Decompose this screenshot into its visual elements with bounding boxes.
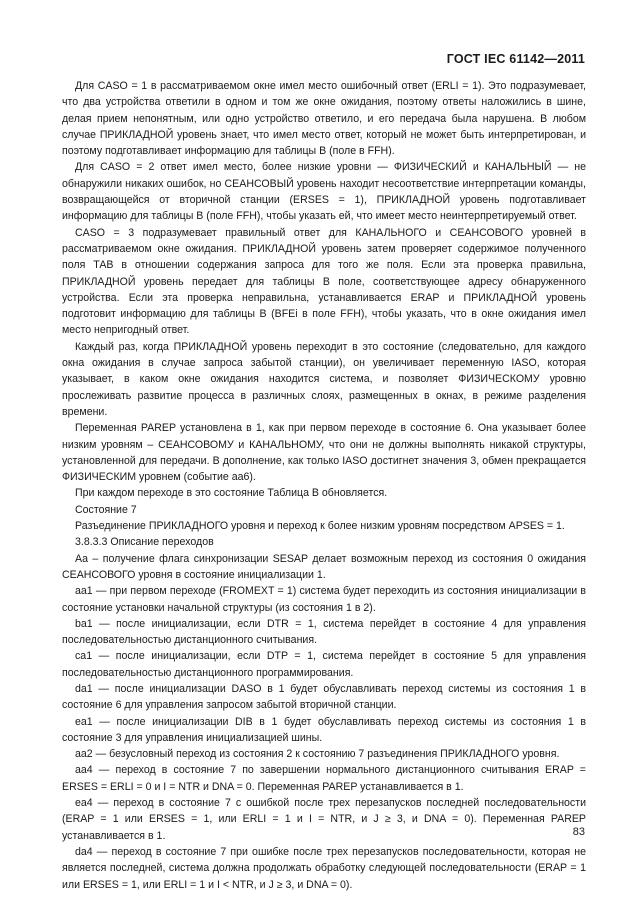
document-body (62, 78, 586, 893)
section-heading: 3.8.3.3 Описание переходов (75, 536, 214, 549)
transition-item: еа1 — после инициализации DIB в 1 будет обуславливать переход системы из состояния 1 в состояние 3 для управления инициализацией шины. (62, 715, 586, 744)
paragraph: CASO = 3 подразумевает правильный ответ для КАНАЛЬНОГО и СЕАНСОВОГО уровней в рассматриваемом окне ожидания. ПРИКЛАДНОЙ уровень затем проверяет содержимое полученного поля ТАВ в отношении содержания запроса для того же поля. Если эта проверка правильна, ПРИКЛАДНОЙ уровень передает для таблицы В поле, соответствующее адресу обнаруженного устройства. Если эта проверка неправильна, устанавливается ERAP и ПРИКЛАДНОЙ уровень подготовит информацию для таблицы В (BFEi в поле FFH), чтобы указать, что в окне ожидания имел место непригодный ответ. (62, 226, 586, 337)
transition-item: еа4 — переход в состояние 7 с ошибкой после трех перезапусков последней последовательности (ERAP = 1 или ERSES = 1, или ERLI = 1 и I = NTR, и J ≥ 3, и DNA = 0). Переменная PAREP устанавливается в 1. (62, 797, 586, 842)
transition-item: са1 — после инициализации, если DTP = 1, система перейдет в состояние 5 для управления последовательностью дистанционного программирования. (62, 650, 586, 679)
paragraph: Переменная PAREP установлена в 1, как при первом переходе в состояние 6. Она указывает более низким уровням – СЕАНСОВОМУ и КАНАЛЬНОМУ, что они не должны выполнять никакой структуры, установленной для передачи. В дополнение, как только IASO достигнет значения 3, обмен прекращается ФИЗИЧЕСКИМ уровнем (событие аа6). (62, 422, 586, 484)
transition-item: аа1 — при первом переходе (FROMEXT = 1) система будет переходить из состояния инициализации в состояние установки начальной структуры (из состояния 1 в 2). (62, 585, 586, 614)
paragraph: Для CASO = 2 ответ имел место, более низкие уровни — ФИЗИЧЕСКИЙ и КАНАЛЬНЫЙ — не обнаружили никаких ошибок, но СЕАНСОВЫЙ уровень находит несоответствие интерпретации команды, возвращающейся от вторичной станции (ERSES = 1), ПРИКЛАДНОЙ уровень подготавливает информацию для таблицы В (поле FFH), чтобы указать ей, что имеет место неинтерпретируемый ответ. (62, 161, 586, 223)
paragraph: Разъединение ПРИКЛАДНОГО уровня и переход к более низким уровням посредством APSES = 1. (75, 520, 565, 533)
transition-item: bа1 — после инициализации, если DTR = 1, система перейдет в состояние 4 для управления последовательностью дистанционного считывания. (62, 617, 586, 647)
transition-item: аа4 — переход в состояние 7 по завершении нормального дистанционного считывания ERAP = ERSES = ERLI = 0 и I = NTR и DNA = 0. Переменная PAREP устанавливается в 1. (62, 764, 586, 793)
paragraph: Каждый раз, когда ПРИКЛАДНОЙ уровень переходит в это состояние (следовательно, для каждого окна ожидания в случае запроса забытой станции), он увеличивает переменную IASO, которая указывает, в каком окне ожидания находится система, и позволяет ФИЗИЧЕСКОМУ уровню прослеживать развитие процесса в различных слоях, размещенных в окнах, в режиме разделения времени. (62, 340, 586, 418)
state-heading: Состояние 7 (75, 503, 137, 516)
paragraph: Для CASO = 1 в рассматриваемом окне имел место ошибочный ответ (ERLI = 1). Это подразумевает, что два устройства ответили в одном и том же окне ожидания, поэтому ответы наложились в шине, делая прием непонятным, или одно устройство ответило, и его передача была нарушена. В любом случае ПРИКЛАДНОЙ уровень знает, что имел место ответ, который не может быть интерпретирован, и поэтому подготавливает информацию для таблицы В (поле в FFH). (62, 80, 586, 158)
transition-item: аа2 — безусловный переход из состояния 2 к состоянию 7 разъединения ПРИКЛАДНОГО уровня. (75, 748, 560, 761)
paragraph: Aa – получение флага синхронизации SESAP делает возможным переход из состояния 0 ожидания СЕАНСОВОГО уровня в состояние инициализации 1. (62, 552, 586, 581)
page-number: 83 (572, 826, 585, 838)
document-header: ГОСТ IEC 61142—2011 (446, 52, 585, 66)
transition-item: dа4 — переход в состояние 7 при ошибке после трех перезапусков последовательности, которая не является последней, система должна продолжать обработку следующей последовательности (ERAP = 1 или ERSES = 1, или ERLI = 1 и I < NTR, и J ≥ 3, и DNA = 0). (62, 845, 586, 891)
transition-item: dа1 — после инициализации DASO в 1 будет обуславливать переход системы из состояния 1 в состояние 6 для управления запросом забытой вторичной станции. (62, 682, 586, 712)
paragraph: При каждом переходе в это состояние Таблица В обновляется. (75, 487, 388, 500)
